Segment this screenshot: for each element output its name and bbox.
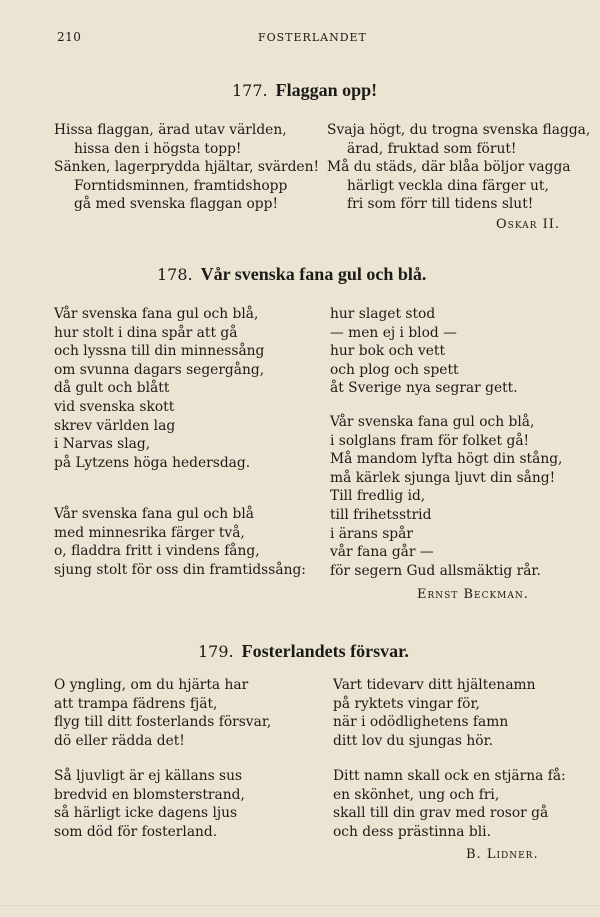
author-signature: Oskar II. [496, 217, 560, 232]
verse-line: fri som förr till tidens slut! [347, 196, 534, 213]
song-178-right-stanza-1 [330, 305, 518, 398]
verse-line: Ditt namn skall ock en stjärna få: [333, 768, 566, 784]
song-title: Fosterlandets försvar. [241, 641, 409, 661]
verse-line: för segern Gud allsmäktig rår. [330, 562, 541, 579]
verse-line: när i odödlighetens famn [333, 714, 509, 731]
song-178-left-stanza-2 [54, 505, 306, 579]
song-179-title [198, 641, 409, 662]
song-179-left-stanza-2 [54, 767, 245, 841]
song-177-right-stanza [327, 121, 589, 214]
verse-line: och plog och spett [330, 361, 459, 378]
verse-line: Sänken, lagerprydda hjältar, svärden! [54, 159, 320, 176]
song-number: 178. [157, 265, 193, 284]
verse-line: dö eller rädda det! [54, 732, 185, 749]
verse-line: härligt veckla dina färger ut, [347, 177, 549, 194]
verse-line: att trampa fädrens fjät, [54, 695, 218, 712]
verse-line: en skönhet, ung och fri, [333, 786, 500, 803]
verse-line: så härligt icke dagens ljus [54, 805, 238, 822]
author-signature: B. Lidner. [466, 847, 539, 862]
song-179-right-stanza-1 [333, 676, 536, 750]
song-178-left-stanza-1 [54, 305, 264, 472]
verse-line: ditt lov du sjungas hör. [333, 732, 494, 749]
song-number: 179. [198, 642, 234, 661]
author-signature: Ernst Beckman. [417, 587, 529, 602]
page-number: 210 [57, 30, 82, 44]
verse-line: ärad, fruktad som förut! [347, 140, 517, 157]
song-179-left-stanza-1 [54, 676, 271, 750]
verse-line: O yngling, om du hjärta har [54, 677, 249, 693]
verse-line: Forntidsminnen, framtidshopp [74, 177, 288, 194]
verse-line: i Narvas slag, [54, 436, 151, 453]
song-177-title [232, 80, 377, 101]
verse-line: Må mandom lyfta högt din stång, [330, 451, 563, 468]
verse-line: hur bok och vett [330, 343, 445, 360]
verse-line: Hissa flaggan, ärad utav världen, [54, 122, 287, 138]
verse-line: o, fladdra fritt i vindens fång, [54, 543, 260, 560]
verse-line: på ryktets vingar för, [333, 695, 480, 712]
verse-line: flyg till ditt fosterlands försvar, [54, 714, 272, 731]
verse-line: skrev världen lag [54, 417, 176, 434]
verse-line: — men ej i blod — [330, 324, 457, 341]
verse-line: Så ljuvligt är ej källans sus [54, 768, 243, 784]
verse-line: sjung stolt för oss din framtidssång: [54, 561, 306, 578]
running-title: FOSTERLANDET [258, 31, 367, 44]
verse-line: om svunna dagars segergång, [54, 361, 265, 378]
song-179-right-stanza-2 [333, 767, 566, 841]
verse-line: Svaja högt, du trogna svenska flagga, [327, 122, 591, 138]
verse-line: skall till din grav med rosor gå [333, 805, 549, 822]
verse-line: på Lytzens höga hedersdag. [54, 454, 251, 471]
verse-line: vid svenska skott [54, 398, 175, 415]
verse-line: hissa den i högsta topp! [74, 140, 242, 157]
verse-line: som död för fosterland. [54, 823, 218, 840]
song-178-right-stanza-2 [330, 413, 562, 580]
verse-line: Vår svenska fana gul och blå, [330, 414, 535, 430]
verse-line: hur slaget stod [330, 306, 436, 322]
song-title: Vår svenska fana gul och blå. [200, 264, 427, 284]
verse-line: vår fana går — [330, 544, 434, 561]
verse-line: Vart tidevarv ditt hjältenamn [333, 677, 536, 693]
song-178-title [157, 264, 426, 285]
verse-line: Vår svenska fana gul och blå [54, 506, 255, 522]
verse-line: i ärans spår [330, 525, 413, 542]
verse-line: Vår svenska fana gul och blå, [54, 306, 259, 322]
verse-line: och lyssna till din minnessång [54, 343, 265, 360]
verse-line: gå med svenska flaggan opp! [74, 196, 278, 213]
verse-line: då gult och blått [54, 380, 170, 397]
verse-line: åt Sverige nya segrar gett. [330, 380, 518, 397]
verse-line: i solglans fram för folket gå! [330, 432, 530, 449]
verse-line: hur stolt i dina spår att gå [54, 324, 238, 341]
verse-line: och dess prästinna bli. [333, 823, 491, 840]
verse-line: med minnesrika färger två, [54, 524, 245, 541]
verse-line: Må du städs, där blåa böljor vagga [327, 159, 571, 176]
verse-line: till frihetsstrid [330, 506, 432, 523]
verse-line: må kärlek sjunga ljuvt din sång! [330, 469, 556, 486]
song-number: 177. [232, 81, 268, 100]
verse-line: Till fredlig id, [330, 488, 426, 505]
song-177-left-stanza [54, 121, 319, 214]
page-edge [0, 905, 600, 906]
verse-line: bredvid en blomsterstrand, [54, 786, 245, 803]
song-title: Flaggan opp! [275, 80, 378, 100]
